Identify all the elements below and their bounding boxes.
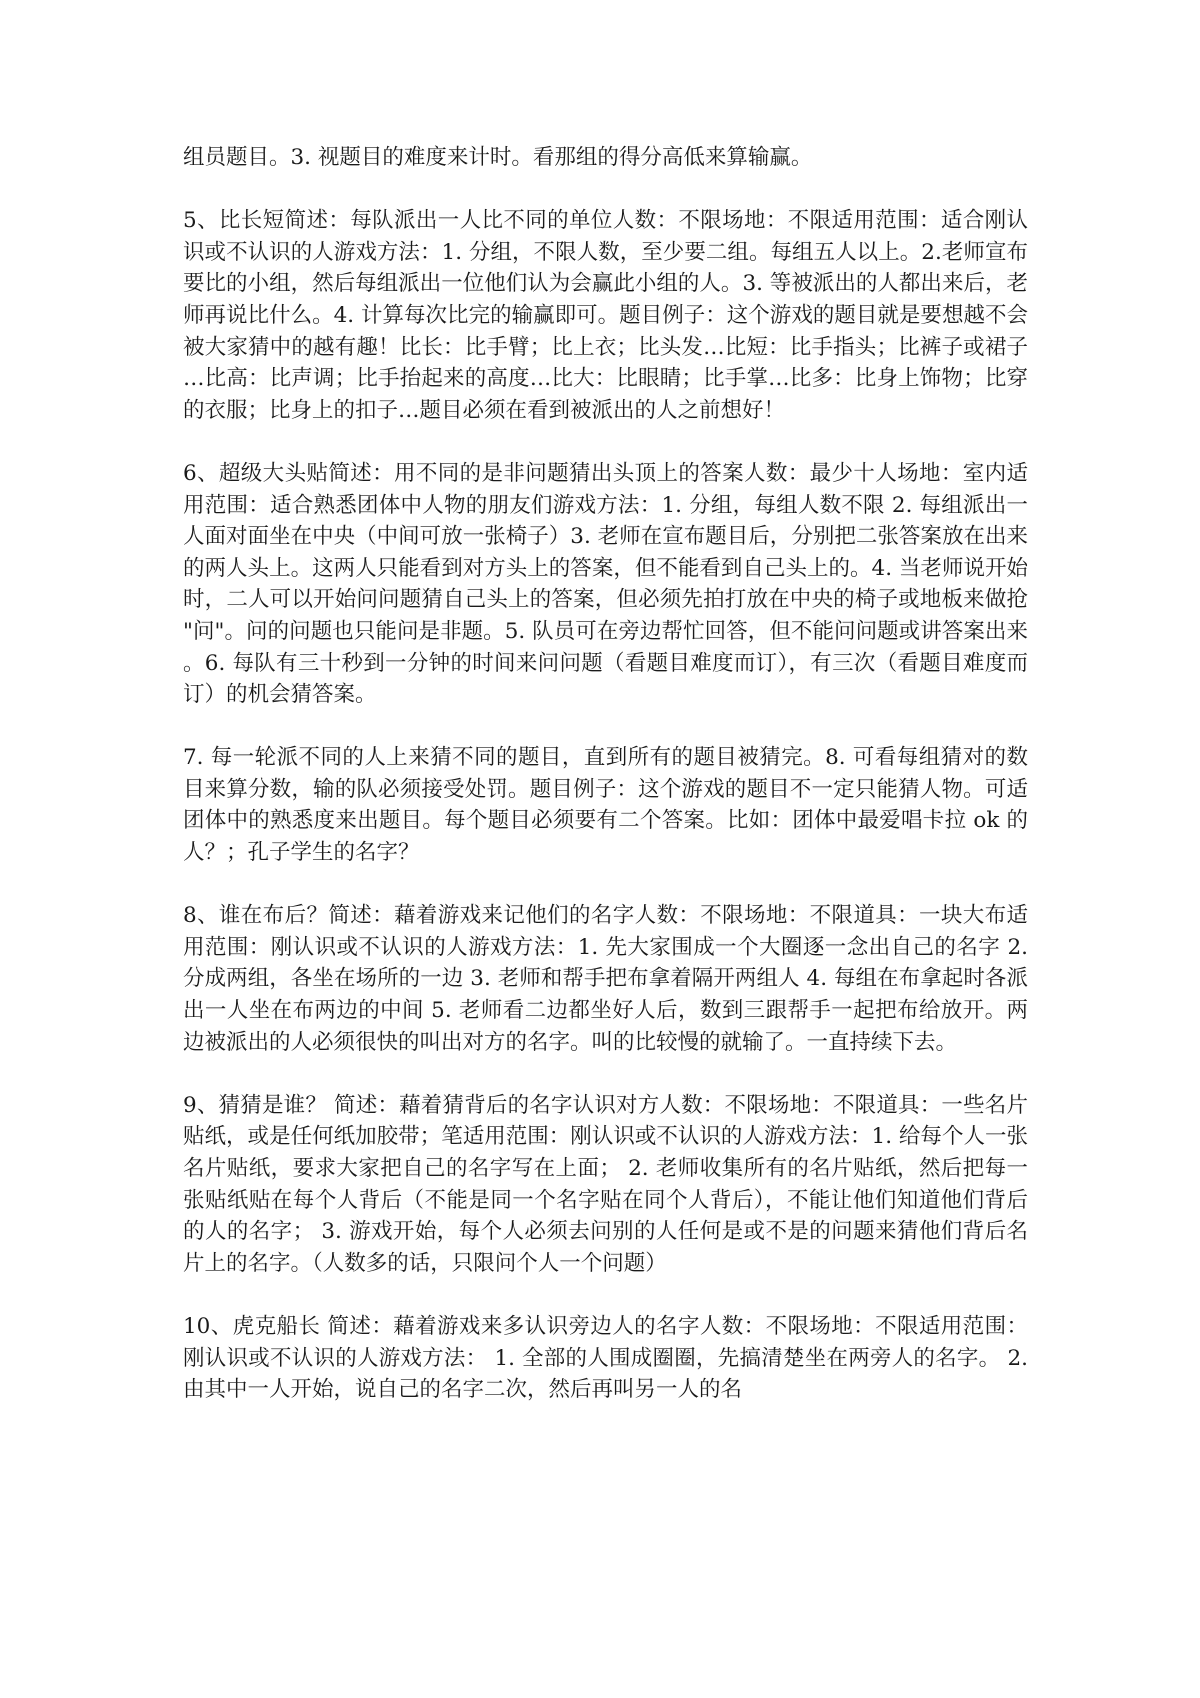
paragraph-game-9-guess-who: 9、猜猜是谁？ 简述：藉着猜背后的名字认识对方人数：不限场地：不限道具：一些名片贴纸，或是任何纸加胶带；笔适用范围：刚认识或不认识的人游戏方法：1. 给每个人一张名片贴纸，要求大家把自己的名字写在上面； 2. 老师收集所有的名片贴纸，然后把每一张贴纸贴在每个人背后（不能是同一个名字贴在同个人背后），不能让他们知道他们背后的人的名字； 3. 游戏开始，每个人必须去问别的人任何是或不是的问题来猜他们背后名片上的名字。（人数多的话，只限问个人一个问题） (183, 1092, 1028, 1276)
document-body (183, 142, 1028, 1437)
paragraph-game-8-behind-the-cloth: 8、谁在布后？简述：藉着游戏来记他们的名字人数：不限场地：不限道具：一块大布适用范围：刚认识或不认识的人游戏方法：1. 先大家围成一个大圈逐一念出自己的名字 2. 分成两组，各坐在场所的一边 3. 老师和帮手把布拿着隔开两组人 4. 每组在布拿起时各派出一人坐在布两边的中间 5. 老师看二边都坐好人后，数到三跟帮手一起把布给放开。两边被派出的人必须很快的叫出对方的名字。叫的比较慢的就输了。一直持续下去。 (183, 903, 1028, 1055)
paragraph-game-6-continued: 7. 每一轮派不同的人上来猜不同的题目，直到所有的题目被猜完。8. 可看每组猜对的数目来算分数，输的队必须接受处罚。题目例子：这个游戏的题目不一定只能猜人物。可适团体中的熟悉度来出题目。每个题目必须要有二个答案。比如：团体中最爱唱卡拉 ok 的人？；孔子学生的名字？ (183, 745, 1028, 866)
paragraph-game-10-captain-hook: 10、虎克船长 简述：藉着游戏来多认识旁边人的名字人数：不限场地：不限适用范围：刚认识或不认识的人游戏方法： 1. 全部的人围成圈圈，先搞清楚坐在两旁人的名字。 2. 由其中一人开始，说自己的名字二次，然后再叫另一人的名 (183, 1313, 1028, 1403)
paragraph-game-5-compare-length: 5、比长短简述：每队派出一人比不同的单位人数：不限场地：不限适用范围：适合刚认识或不认识的人游戏方法：1. 分组，不限人数，至少要二组。每组五人以上。2.老师宣布要比的小组，然后每组派出一位他们认为会赢此小组的人。3. 等被派出的人都出来后，老师再说比什么。4. 计算每次比完的输赢即可。题目例子：这个游戏的题目就是要想越不会被大家猜中的越有趣！比长：比手臂；比上衣；比头发…比短：比手指头；比裤子或裙子…比高：比声调；比手抬起来的高度…比大：比眼睛；比手掌…比多：比身上饰物；比穿的衣服；比身上的扣子…题目必须在看到被派出的人之前想好！ (183, 208, 1028, 423)
paragraph-game-6-big-head-sticker: 6、超级大头贴简述：用不同的是非问题猜出头顶上的答案人数：最少十人场地：室内适用范围：适合熟悉团体中人物的朋友们游戏方法：1. 分组，每组人数不限 2. 每组派出一人面对面坐在中央（中间可放一张椅子）3. 老师在宣布题目后，分别把二张答案放在出来的两人头上。这两人只能看到对方头上的答案，但不能看到自己头上的。4. 当老师说开始时，二人可以开始问问题猜自己头上的答案，但必须先拍打放在中央的椅子或地板来做抢"问"。问的问题也只能问是非题。5. 队员可在旁边帮忙回答，但不能问问题或讲答案出来。6. 每队有三十秒到一分钟的时间来问问题（看题目难度而订），有三次（看题目难度而订）的机会猜答案。 (183, 460, 1028, 708)
paragraph-scoring: 组员题目。3. 视题目的难度来计时。看那组的得分高低来算输赢。 (183, 145, 813, 170)
